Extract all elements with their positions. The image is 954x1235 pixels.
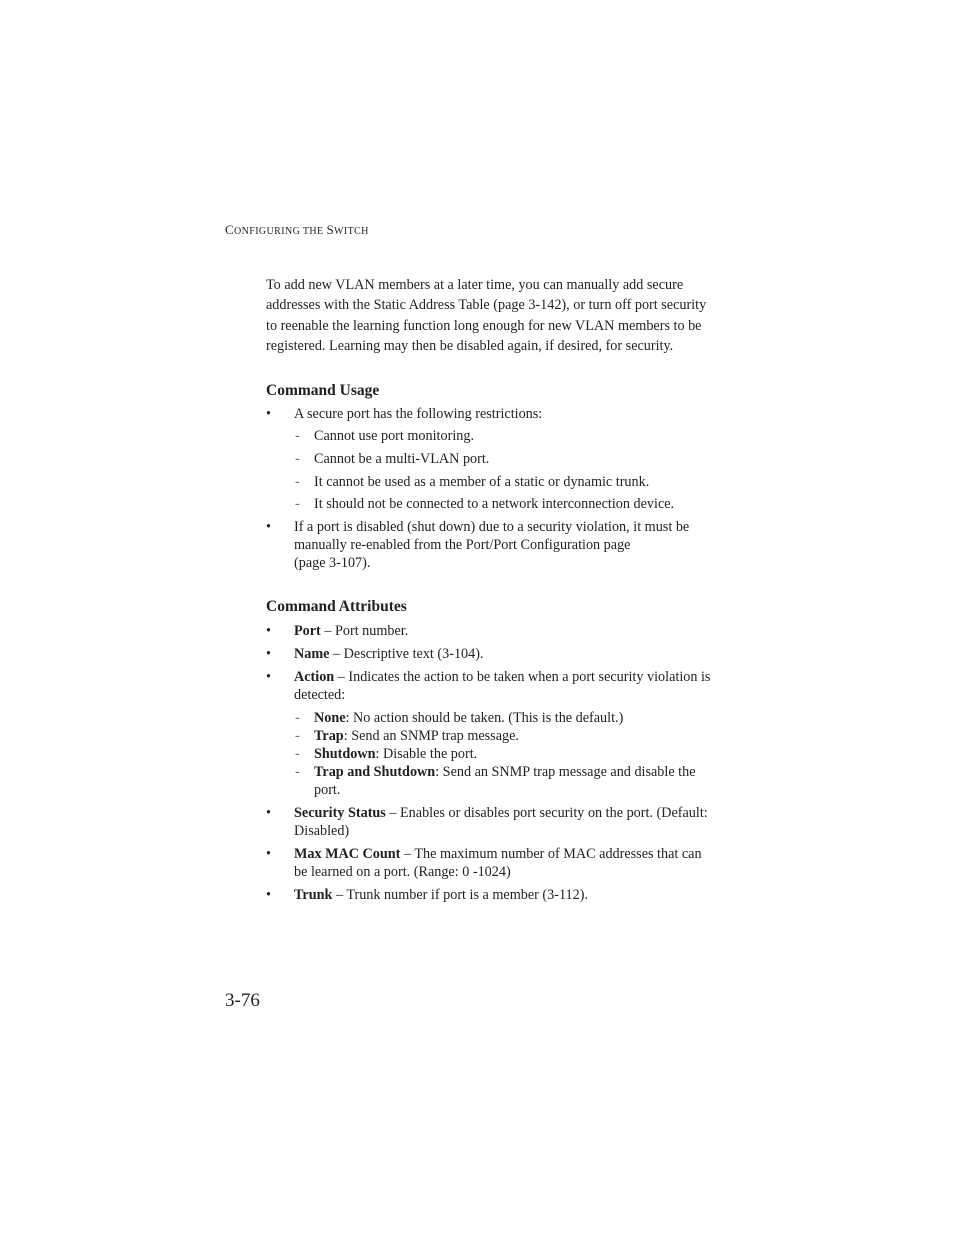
usage-item-disabled-port-text: If a port is disabled (shut down) due to a security violation, it must be manually re-enabled from the Port/Port Configuration page xyxy=(294,519,690,554)
page-number: 3-76 xyxy=(225,990,260,1011)
restriction-item: - Cannot use port monitoring. xyxy=(294,427,716,445)
action-option-trap xyxy=(294,727,716,745)
running-header-c: C xyxy=(225,222,234,237)
usage-item-disabled-port xyxy=(266,518,716,572)
action-term: Shutdown xyxy=(314,746,376,763)
attribute-item-port xyxy=(266,622,716,640)
attribute-desc: – Enables or disables port security on the port. (Default: Disabled) xyxy=(294,805,708,840)
action-desc: : Send an SNMP trap message. xyxy=(343,728,519,745)
page-content xyxy=(266,275,716,904)
restriction-item: - Cannot be a multi-VLAN port. xyxy=(294,450,716,468)
usage-item-restrictions xyxy=(266,405,716,513)
attribute-term: Name xyxy=(294,646,330,663)
action-option-trap-and-shutdown xyxy=(294,763,716,799)
attribute-term: Security Status xyxy=(294,805,386,822)
action-term: None xyxy=(314,710,346,727)
action-option-none xyxy=(294,709,716,727)
running-header-witch: WITCH xyxy=(334,226,369,237)
attribute-term: Port xyxy=(294,623,321,640)
action-option-shutdown xyxy=(294,745,716,763)
command-attributes-heading: Command Attributes xyxy=(266,598,407,616)
restriction-item: - It cannot be used as a member of a static or dynamic trunk. xyxy=(294,473,716,491)
attribute-item-max-mac-count xyxy=(266,845,716,881)
action-desc: : No action should be taken. (This is the default.) xyxy=(345,710,624,727)
attribute-term: Trunk xyxy=(294,887,333,904)
command-usage-list xyxy=(266,405,716,572)
running-header-s: S xyxy=(326,222,334,237)
action-options-list xyxy=(294,709,716,799)
attribute-item-name xyxy=(266,645,716,663)
attribute-desc: – Indicates the action to be taken when a port security violation is detected: xyxy=(294,669,711,704)
attribute-item-action xyxy=(266,668,716,799)
attribute-item-security-status xyxy=(266,804,716,840)
running-header-onfiguring: ONFIGURING THE xyxy=(233,226,327,237)
command-usage-heading: Command Usage xyxy=(266,382,380,400)
action-desc: : Send an SNMP trap message and disable the port. xyxy=(314,764,696,799)
attribute-term: Max MAC Count xyxy=(294,846,401,863)
intro-paragraph: To add new VLAN members at a later time, you can manually add secure addresses with the Static Address Table (page 3-142), or turn off port security to reenable the learning function long enough for new VLAN members to be registered. Learning may then be disabled again, if desired, for security. xyxy=(266,277,707,354)
usage-item-disabled-port-ref: (page 3-107). xyxy=(294,555,371,572)
action-term: Trap and Shutdown xyxy=(314,764,436,781)
attribute-desc: – Trunk number if port is a member (3-112). xyxy=(332,887,588,904)
attribute-item-trunk xyxy=(266,886,716,904)
running-header xyxy=(225,222,369,238)
usage-item-restrictions-text: A secure port has the following restrictions: xyxy=(294,406,543,423)
action-term: Trap xyxy=(314,728,344,745)
attribute-desc: – Descriptive text (3-104). xyxy=(329,646,484,663)
attribute-term: Action xyxy=(294,669,335,686)
attribute-desc: – The maximum number of MAC addresses that can be learned on a port. (Range: 0 -1024) xyxy=(294,846,702,881)
restrictions-list xyxy=(294,427,716,513)
restriction-item: - It should not be connected to a network interconnection device. xyxy=(294,495,716,513)
command-attributes-list xyxy=(266,622,716,904)
attribute-desc: – Port number. xyxy=(320,623,409,640)
action-desc: : Disable the port. xyxy=(375,746,478,763)
